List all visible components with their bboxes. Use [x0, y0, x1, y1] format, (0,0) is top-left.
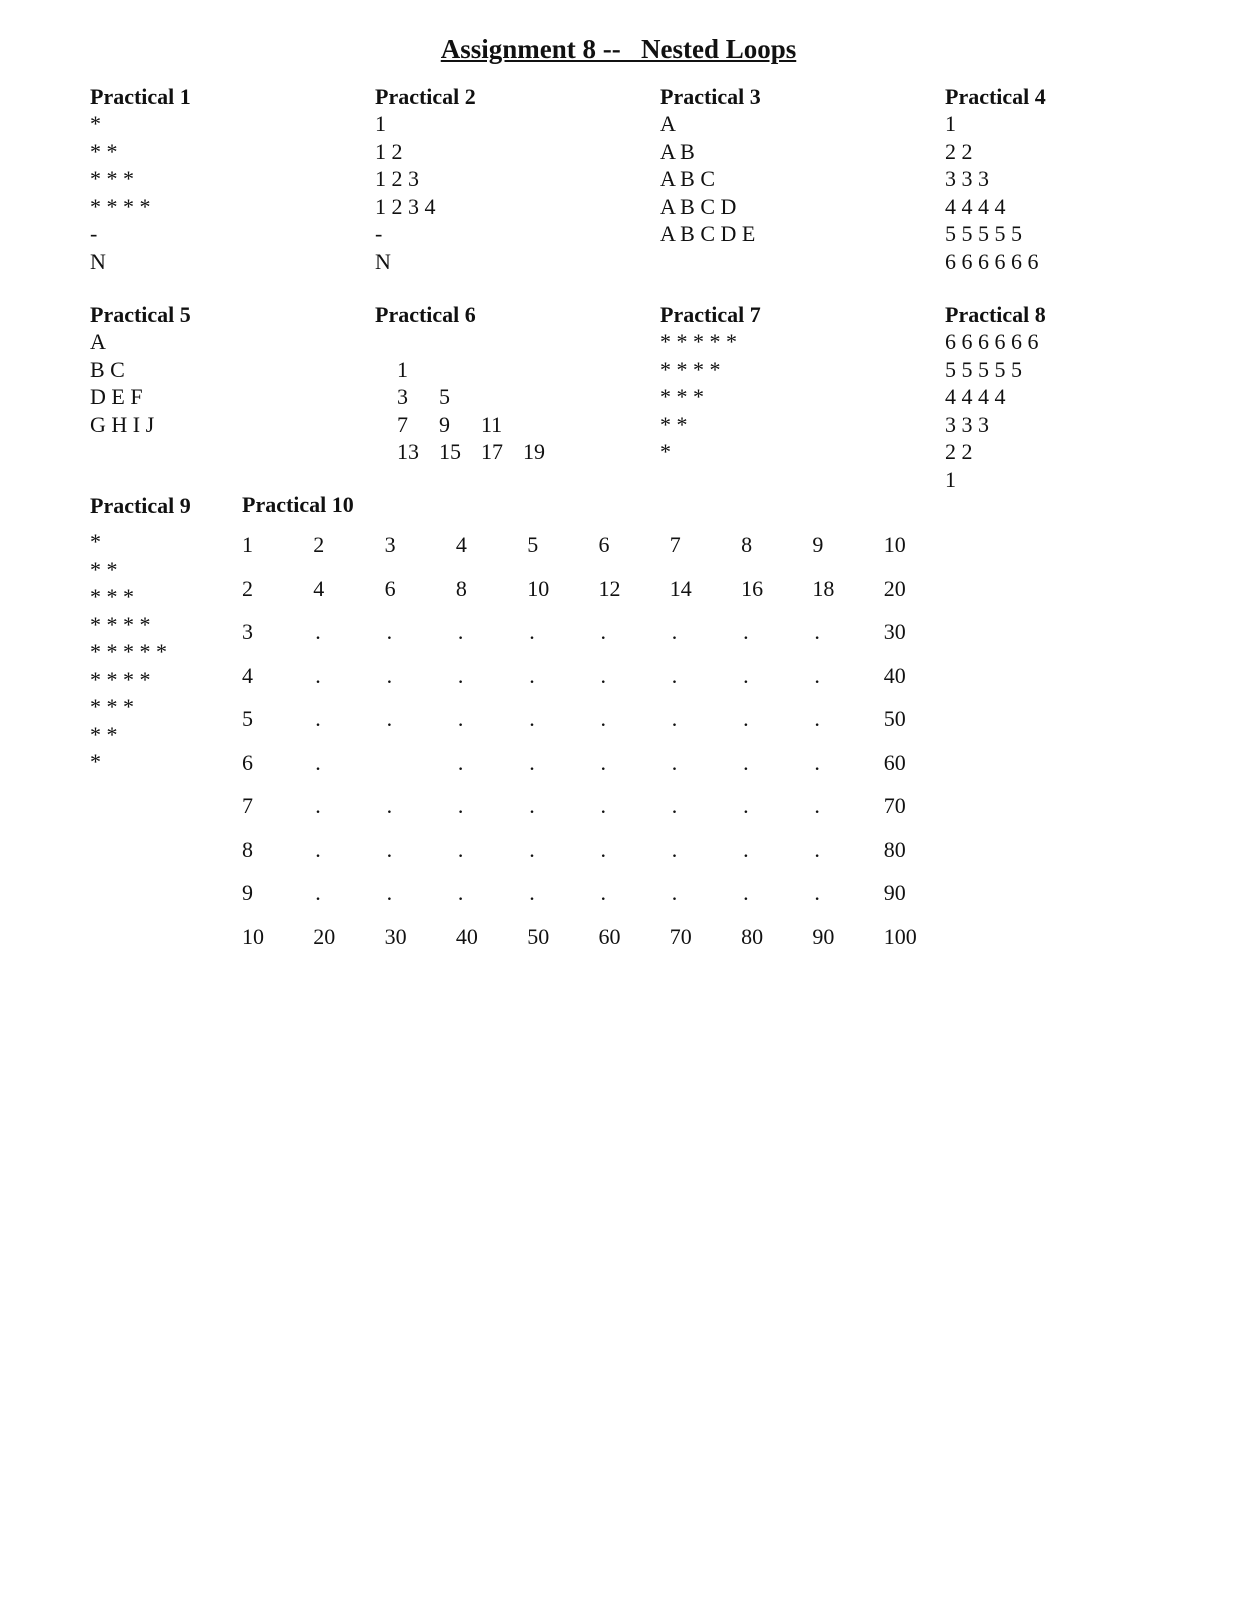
- table-cell: .: [457, 662, 464, 688]
- table-cell: .: [600, 706, 606, 731]
- table-cell: .: [743, 793, 749, 818]
- table-cell: 4: [313, 575, 325, 601]
- table-cell: .: [386, 880, 393, 905]
- table-cell: .: [814, 793, 820, 818]
- practical-heading: Practical 7: [660, 302, 761, 327]
- table-cell: .: [386, 662, 393, 688]
- pattern-value: 13: [397, 439, 419, 464]
- table-cell: .: [529, 662, 535, 688]
- pattern-line: 3 3 3: [945, 411, 989, 437]
- table-cell: 8: [455, 575, 467, 601]
- table-cell: 6: [598, 532, 610, 557]
- pattern-value: 3: [397, 384, 408, 409]
- pattern-line: A B C: [660, 166, 716, 191]
- pattern-line: * * * *: [90, 611, 151, 637]
- table-cell: 4: [455, 532, 467, 557]
- pattern-line: *: [90, 749, 101, 774]
- pattern-line: B C: [90, 356, 125, 382]
- table-cell: 16: [741, 575, 764, 601]
- pattern-line: *: [660, 439, 671, 464]
- table-cell: 50: [883, 706, 906, 731]
- pattern-value: 1: [397, 356, 408, 382]
- table-cell: .: [315, 749, 321, 775]
- practical-heading: Practical 3: [660, 84, 761, 109]
- table-cell: 8: [242, 836, 253, 862]
- table-cell: .: [814, 880, 820, 905]
- table-cell: 20: [883, 575, 906, 601]
- table-cell: 100: [883, 923, 917, 949]
- table-cell: 14: [669, 575, 692, 601]
- table-cell: .: [743, 749, 749, 775]
- table-cell: 7: [242, 793, 253, 818]
- table-cell: .: [529, 619, 535, 644]
- table-cell: .: [743, 662, 749, 688]
- pattern-value: 5: [439, 384, 450, 409]
- pattern-line: * * * * *: [660, 329, 737, 354]
- table-cell: 50: [527, 923, 550, 949]
- practical-1: [90, 83, 191, 275]
- table-cell: 3: [242, 619, 253, 644]
- practical-heading: Practical 10: [242, 492, 354, 517]
- pattern-line: 1 2 3 4: [375, 193, 436, 219]
- table-cell: .: [671, 836, 678, 862]
- pattern-line: * * * *: [90, 193, 151, 219]
- table-cell: 2: [242, 575, 253, 601]
- table-cell: 6: [242, 749, 253, 775]
- table-cell: .: [814, 749, 820, 775]
- pattern-line: 5 5 5 5 5: [945, 356, 1022, 382]
- pattern-line: 1: [375, 111, 386, 136]
- table-cell: .: [315, 880, 321, 905]
- pattern-line: -: [375, 221, 383, 246]
- table-cell: .: [671, 793, 678, 818]
- pattern-value: 7: [397, 411, 408, 437]
- pattern-line: * * * *: [660, 356, 721, 382]
- pattern-line: A B C D E: [660, 221, 756, 246]
- practical-5: [90, 301, 191, 438]
- table-cell: .: [600, 749, 606, 775]
- pattern-line: 4 4 4 4: [945, 193, 1006, 219]
- table-cell: 80: [741, 923, 764, 949]
- table-cell: .: [671, 619, 678, 644]
- pattern-line: A: [90, 329, 106, 354]
- pattern-line: * *: [90, 138, 118, 164]
- table-cell: .: [814, 619, 820, 644]
- table-cell: .: [386, 793, 393, 818]
- practical-8: [945, 301, 1046, 493]
- practical-heading: Practical 6: [375, 302, 476, 327]
- table-cell: 12: [598, 575, 621, 601]
- table-cell: .: [743, 706, 749, 731]
- table-cell: .: [814, 662, 820, 688]
- table-cell: 4: [242, 662, 253, 688]
- table-cell: 10: [883, 532, 906, 557]
- practical-heading: Practical 9: [90, 493, 191, 518]
- pattern-line: * *: [90, 556, 118, 582]
- table-cell: 90: [883, 880, 906, 905]
- table-cell: .: [315, 619, 321, 644]
- pattern-line: A: [660, 111, 676, 136]
- table-cell: .: [315, 836, 321, 862]
- pattern-line: [375, 328, 565, 382]
- pattern-line: *: [90, 529, 101, 554]
- table-cell: 3: [384, 532, 396, 557]
- pattern-line: 2 2: [945, 138, 973, 164]
- table-cell: 10: [527, 575, 550, 601]
- table-cell: .: [457, 880, 464, 905]
- table-cell: 9: [242, 880, 253, 905]
- table-cell: 7: [669, 532, 681, 557]
- table-cell: 5: [527, 532, 539, 557]
- pattern-line: 2 2: [945, 439, 973, 464]
- practical-6: [375, 301, 565, 464]
- table-cell: .: [315, 662, 321, 688]
- table-cell: 9: [812, 532, 824, 557]
- pattern-line: *: [90, 111, 101, 136]
- table-cell: .: [600, 793, 606, 818]
- pattern-line: * * * * *: [90, 639, 167, 664]
- pattern-line: A B: [660, 138, 695, 164]
- table-cell: 80: [883, 836, 906, 862]
- pattern-line: * *: [90, 721, 118, 747]
- table-cell: .: [457, 793, 464, 818]
- table-cell: 2: [313, 532, 325, 557]
- table-cell: 10: [242, 923, 264, 949]
- table-cell: .: [315, 706, 321, 731]
- table-cell: .: [315, 793, 321, 818]
- table-cell: .: [386, 706, 393, 731]
- pattern-line: 4 4 4 4: [945, 384, 1006, 409]
- table-cell: 40: [455, 923, 478, 949]
- table-cell: 30: [384, 923, 407, 949]
- pattern-line: 5 5 5 5 5: [945, 221, 1022, 246]
- pattern-line: 1: [945, 111, 956, 136]
- pattern-line: * * *: [90, 166, 134, 191]
- pattern-line: 6 6 6 6 6 6: [945, 248, 1039, 274]
- table-cell: 6: [384, 575, 396, 601]
- table-cell: 70: [883, 793, 906, 818]
- page-title: Assignment 8 -- Nested Loops: [440, 34, 797, 64]
- pattern-line: N: [90, 248, 106, 274]
- practical-9: [90, 492, 191, 776]
- table-cell: .: [743, 880, 749, 905]
- practical-4: [945, 83, 1046, 275]
- table-cell: 70: [669, 923, 692, 949]
- table-cell: .: [457, 836, 464, 862]
- practical-2: [375, 83, 476, 275]
- practical-heading: Practical 4: [945, 84, 1046, 109]
- practical-heading: Practical 1: [90, 84, 191, 109]
- table-cell: .: [671, 662, 678, 688]
- pattern-line: 6 6 6 6 6 6: [945, 329, 1039, 354]
- table-cell: 18: [812, 575, 835, 601]
- pattern-value: 15: [439, 439, 461, 464]
- pattern-value: 17: [481, 439, 503, 464]
- table-cell: 60: [883, 749, 906, 775]
- table-cell: 20: [313, 923, 336, 949]
- table-cell: .: [671, 749, 678, 775]
- table-cell: .: [671, 880, 678, 905]
- pattern-line: G H I J: [90, 411, 155, 437]
- table-cell: .: [457, 749, 464, 775]
- table-cell: .: [457, 619, 464, 644]
- table-cell: .: [600, 836, 606, 862]
- pattern-line: * * *: [660, 384, 704, 409]
- pattern-value: 11: [481, 411, 503, 437]
- table-cell: .: [386, 619, 393, 644]
- table-cell: .: [600, 662, 606, 688]
- table-cell: 90: [812, 923, 835, 949]
- pattern-line: * * *: [90, 584, 134, 609]
- table-cell: .: [529, 749, 535, 775]
- practical-heading: Practical 2: [375, 84, 476, 109]
- pattern-line: -: [90, 221, 98, 246]
- practical-3: [660, 83, 761, 248]
- practical-heading: Practical 8: [945, 302, 1046, 327]
- table-cell: 8: [741, 532, 753, 557]
- pattern-line: * *: [660, 411, 688, 437]
- pattern-value: 9: [439, 411, 450, 437]
- practical-heading: Practical 5: [90, 302, 191, 327]
- pattern-value: 19: [523, 439, 545, 464]
- table-cell: .: [743, 619, 749, 644]
- table-cell: .: [529, 793, 535, 818]
- pattern-line: * * * *: [90, 666, 151, 692]
- table-cell: .: [529, 836, 535, 862]
- pattern-line: 1 2: [375, 138, 403, 164]
- table-cell: .: [814, 836, 820, 862]
- table-cell: 1: [242, 532, 253, 557]
- table-cell: 40: [883, 662, 906, 688]
- table-cell: 30: [883, 619, 906, 644]
- pattern-line: 3 3 3: [945, 166, 989, 191]
- table-cell: .: [457, 706, 464, 731]
- table-cell: 60: [598, 923, 621, 949]
- table-cell: .: [529, 880, 535, 905]
- table-cell: .: [386, 836, 393, 862]
- pattern-line: A B C D: [660, 193, 737, 219]
- table-cell: .: [814, 706, 820, 731]
- table-cell: .: [743, 836, 749, 862]
- pattern-line: 1 2 3: [375, 166, 419, 191]
- pattern-line: 1: [945, 466, 956, 492]
- table-cell: 5: [242, 706, 253, 731]
- practical-7: [660, 301, 761, 466]
- pattern-line: D E F: [90, 384, 143, 409]
- table-cell: .: [600, 880, 606, 905]
- table-cell: .: [600, 619, 606, 644]
- table-cell: .: [671, 706, 678, 731]
- table-cell: .: [529, 706, 535, 731]
- pattern-line: * * *: [90, 694, 134, 719]
- pattern-line: N: [375, 248, 391, 274]
